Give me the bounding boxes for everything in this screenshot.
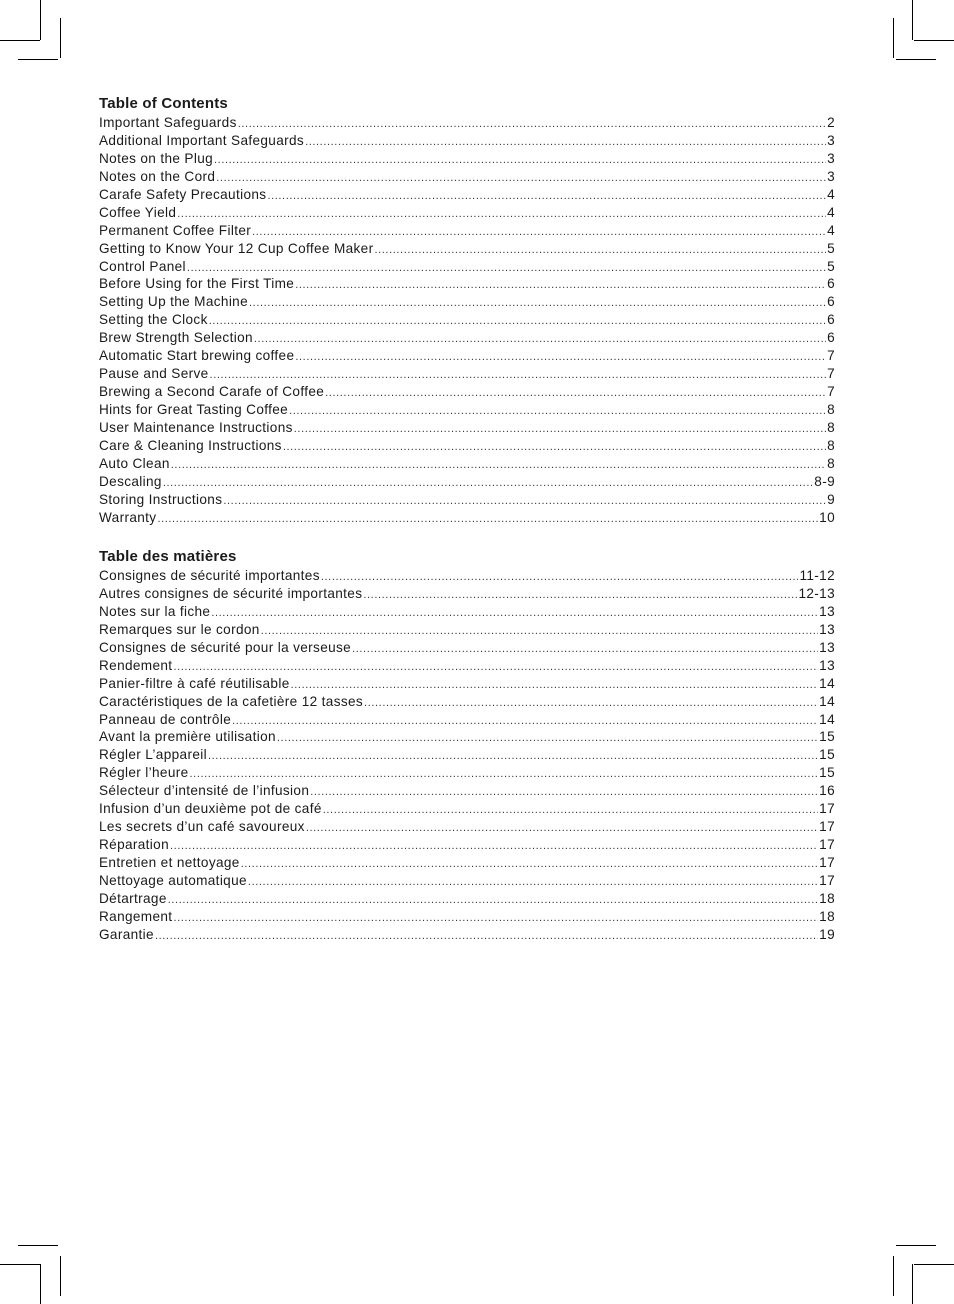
- dot-leader: [294, 421, 826, 437]
- toc-entry-page: 6: [827, 276, 835, 292]
- toc-entry: [99, 347, 835, 365]
- toc-entry: [99, 854, 835, 872]
- toc-entry: [99, 818, 835, 836]
- dot-leader: [173, 910, 818, 926]
- toc-entry: [99, 293, 835, 311]
- toc-entry-page: 17: [819, 855, 835, 870]
- dot-leader: [238, 116, 826, 132]
- dot-leader: [157, 511, 818, 527]
- toc-entry: [99, 491, 835, 509]
- toc-entry-page: 17: [819, 837, 835, 853]
- toc-entry-title: Storing Instructions: [99, 491, 223, 507]
- dot-leader: [168, 892, 818, 908]
- toc-entry: [99, 437, 835, 455]
- crop-mark: [40, 0, 41, 40]
- dot-leader: [223, 493, 826, 509]
- toc-entry-page: 11-12: [799, 568, 835, 583]
- toc-entry-title: Infusion d’un deuxième pot de café: [99, 801, 322, 817]
- toc-entry: [99, 711, 835, 729]
- toc-entry-title: Pause and Serve: [99, 366, 209, 382]
- toc-entry-title: Détartrage: [99, 890, 167, 906]
- toc-entry-page: 8: [827, 455, 835, 471]
- toc-entry: [99, 383, 835, 401]
- toc-entry: [99, 836, 835, 854]
- toc-entry: [99, 150, 835, 168]
- toc-entry-page: 7: [827, 384, 835, 400]
- dot-leader: [249, 295, 826, 311]
- toc-entry-title: Panier-filtre à café réutilisable: [99, 675, 290, 691]
- toc-entry: [99, 908, 835, 926]
- crop-mark: [18, 59, 58, 60]
- toc-entry-title: Caractéristiques de la cafetière 12 tasses: [99, 693, 364, 709]
- dot-leader: [170, 838, 818, 854]
- toc-entry-title: Les secrets d’un café savoureux: [99, 819, 305, 835]
- crop-mark: [912, 1264, 913, 1304]
- toc-entry-title: Setting the Clock: [99, 312, 208, 328]
- toc-entry-title: Hints for Great Tasting Coffee: [99, 402, 289, 417]
- toc-entry-title: Notes on the Plug: [99, 150, 214, 166]
- toc-entry-page: 10: [819, 509, 835, 525]
- dot-leader: [252, 224, 826, 240]
- toc-entry-page: 3: [827, 168, 835, 184]
- toc-entry: [99, 204, 835, 222]
- toc-entry: [99, 728, 835, 746]
- toc-entry-page: 17: [819, 801, 835, 817]
- toc-entry: [99, 365, 835, 383]
- toc-entry: [99, 567, 835, 585]
- toc-heading: Table of Contents: [99, 95, 228, 112]
- toc-entry-title: User Maintenance Instructions: [99, 419, 293, 435]
- toc-entry-title: Consignes de sécurité pour la verseuse: [99, 639, 352, 655]
- dot-leader: [291, 677, 819, 693]
- toc-entry-page: 4: [827, 204, 835, 220]
- toc-heading: Table des matières: [99, 548, 237, 565]
- toc-entry: [99, 509, 835, 527]
- dot-leader: [254, 331, 826, 347]
- toc-entry: [99, 890, 835, 908]
- toc-entry-page: 7: [827, 348, 835, 364]
- toc-entry: [99, 872, 835, 890]
- toc-list: [99, 567, 835, 944]
- toc-entry-title: Régler l’heure: [99, 765, 189, 781]
- toc-entry-page: 18: [819, 908, 835, 924]
- dot-leader: [232, 713, 818, 729]
- toc-entry-page: 2: [827, 115, 835, 130]
- toc-entry-page: 14: [819, 711, 835, 727]
- toc-entry: [99, 240, 835, 258]
- crop-mark: [40, 1264, 41, 1304]
- toc-entry-page: 19: [819, 926, 835, 942]
- toc-entry: [99, 419, 835, 437]
- toc-entry-title: Brew Strength Selection: [99, 330, 253, 346]
- toc-entry-page: 14: [819, 675, 835, 691]
- toc-entry-page: 13: [819, 603, 835, 619]
- dot-leader: [248, 874, 818, 890]
- toc-entry-page: 8: [827, 437, 835, 453]
- toc-entry-page: 12-13: [798, 585, 835, 601]
- toc-entry-page: 6: [827, 294, 835, 310]
- crop-mark: [896, 1245, 936, 1246]
- toc-english: [99, 94, 835, 527]
- toc-entry-title: Setting Up the Machine: [99, 294, 249, 310]
- toc-entry-title: Important Safeguards: [99, 115, 237, 130]
- toc-entry: [99, 401, 835, 419]
- toc-entry-title: Consignes de sécurité importantes: [99, 568, 320, 583]
- dot-leader: [173, 659, 818, 675]
- toc-entry-page: 4: [827, 222, 835, 238]
- toc-entry-page: 15: [819, 765, 835, 781]
- toc-entry-title: Entretien et nettoyage: [99, 855, 240, 870]
- toc-entry-page: 13: [819, 639, 835, 655]
- dot-leader: [267, 188, 826, 204]
- toc-entry-page: 9: [827, 491, 835, 507]
- dot-leader: [374, 242, 826, 258]
- toc-entry-title: Permanent Coffee Filter: [99, 222, 252, 238]
- dot-leader: [190, 766, 819, 782]
- toc-entry: [99, 585, 835, 603]
- toc-entry: [99, 657, 835, 675]
- dot-leader: [208, 748, 818, 764]
- dot-leader: [283, 439, 826, 455]
- toc-entry: [99, 782, 835, 800]
- toc-entry-title: Réparation: [99, 837, 170, 853]
- toc-entry: [99, 114, 835, 132]
- toc-entry-page: 17: [819, 872, 835, 888]
- toc-entry-title: Panneau de contrôle: [99, 711, 232, 727]
- dot-leader: [325, 385, 826, 401]
- toc-entry-page: 3: [827, 132, 835, 148]
- crop-mark: [896, 59, 936, 60]
- toc-entry: [99, 455, 835, 473]
- dot-leader: [277, 730, 818, 746]
- toc-list: [99, 114, 835, 527]
- dot-leader: [210, 367, 827, 383]
- dot-leader: [171, 457, 826, 473]
- toc-entry-title: Brewing a Second Carafe of Coffee: [99, 384, 325, 400]
- toc-entry: [99, 132, 835, 150]
- dot-leader: [295, 349, 826, 365]
- dot-leader: [241, 856, 818, 872]
- toc-entry: [99, 764, 835, 782]
- toc-entry-title: Coffee Yield: [99, 204, 177, 220]
- toc-entry: [99, 639, 835, 657]
- dot-leader: [295, 277, 826, 293]
- toc-entry-page: 13: [819, 657, 835, 673]
- toc-entry-title: Sélecteur d’intensité de l’infusion: [99, 783, 310, 799]
- toc-entry: [99, 186, 835, 204]
- toc-entry-page: 6: [827, 330, 835, 346]
- toc-entry-page: 7: [827, 366, 835, 382]
- toc-entry-title: Carafe Safety Precautions: [99, 186, 267, 202]
- toc-entry-title: Warranty: [99, 509, 157, 525]
- toc-entry: [99, 168, 835, 186]
- toc-entry: [99, 473, 835, 491]
- toc-entry-title: Notes sur la fiche: [99, 603, 211, 619]
- crop-mark: [18, 1245, 58, 1246]
- toc-entry: [99, 926, 835, 944]
- toc-entry-page: 8-9: [814, 473, 835, 489]
- toc-entry: [99, 603, 835, 621]
- toc-entry: [99, 311, 835, 329]
- toc-entry: [99, 275, 835, 293]
- dot-leader: [352, 641, 818, 657]
- toc-entry-title: Descaling: [99, 473, 162, 489]
- toc-entry: [99, 693, 835, 711]
- toc-entry-title: Notes on the Cord: [99, 168, 216, 184]
- crop-mark: [914, 40, 954, 41]
- dot-leader: [305, 134, 826, 150]
- dot-leader: [211, 605, 818, 621]
- crop-mark: [60, 1256, 61, 1296]
- toc-entry-title: Garantie: [99, 926, 154, 942]
- toc-entry-page: 14: [819, 693, 835, 709]
- toc-entry: [99, 746, 835, 764]
- dot-leader: [163, 475, 813, 491]
- toc-entry-page: 6: [827, 312, 835, 328]
- crop-mark: [0, 40, 40, 41]
- toc-entry-title: Care & Cleaning Instructions: [99, 437, 282, 453]
- toc-entry-title: Régler L’appareil: [99, 747, 207, 763]
- dot-leader: [261, 623, 818, 639]
- toc-entry-title: Automatic Start brewing coffee: [99, 348, 295, 364]
- toc-entry-page: 5: [827, 258, 835, 274]
- crop-mark: [914, 1264, 954, 1265]
- crop-mark: [893, 1256, 894, 1296]
- dot-leader: [177, 206, 826, 222]
- toc-entry-title: Nettoyage automatique: [99, 872, 247, 888]
- toc-french: [99, 547, 835, 944]
- toc-entry-page: 18: [819, 890, 835, 906]
- toc-entry-title: Rendement: [99, 657, 173, 673]
- toc-entry-page: 8: [827, 402, 835, 417]
- dot-leader: [214, 152, 826, 168]
- toc-entry-page: 13: [819, 621, 835, 637]
- dot-leader: [187, 260, 826, 276]
- toc-entry: [99, 800, 835, 818]
- toc-entry: [99, 675, 835, 693]
- toc-entry-page: 17: [819, 819, 835, 835]
- dot-leader: [155, 928, 818, 944]
- toc-entry-title: Control Panel: [99, 258, 186, 274]
- dot-leader: [310, 784, 818, 800]
- toc-entry: [99, 329, 835, 347]
- dot-leader: [289, 403, 826, 419]
- dot-leader: [216, 170, 826, 186]
- crop-mark: [60, 18, 61, 58]
- toc-entry-title: Remarques sur le cordon: [99, 621, 260, 637]
- toc-entry: [99, 621, 835, 639]
- dot-leader: [364, 695, 818, 711]
- toc-entry: [99, 222, 835, 240]
- toc-entry-page: 5: [827, 240, 835, 256]
- toc-entry-title: Auto Clean: [99, 455, 170, 471]
- toc-entry-title: Rangement: [99, 908, 173, 924]
- toc-entry-title: Additional Important Safeguards: [99, 132, 305, 148]
- crop-mark: [893, 18, 894, 58]
- toc-entry: [99, 258, 835, 276]
- toc-entry-title: Before Using for the First Time: [99, 276, 295, 292]
- toc-entry-page: 3: [827, 150, 835, 166]
- dot-leader: [321, 569, 799, 585]
- toc-entry-page: 15: [819, 729, 835, 745]
- toc-entry-page: 8: [827, 419, 835, 435]
- toc-entry-page: 16: [819, 783, 835, 799]
- dot-leader: [363, 587, 797, 603]
- toc-entry-title: Avant la première utilisation: [99, 729, 276, 745]
- toc-entry-title: Autres consignes de sécurité importantes: [99, 585, 363, 601]
- dot-leader: [209, 313, 826, 329]
- toc-entry-page: 15: [819, 747, 835, 763]
- crop-mark: [0, 1264, 40, 1265]
- crop-mark: [912, 0, 913, 40]
- toc-entry-page: 4: [827, 186, 835, 202]
- dot-leader: [306, 820, 818, 836]
- toc-entry-title: Getting to Know Your 12 Cup Coffee Maker: [99, 240, 374, 256]
- dot-leader: [323, 802, 818, 818]
